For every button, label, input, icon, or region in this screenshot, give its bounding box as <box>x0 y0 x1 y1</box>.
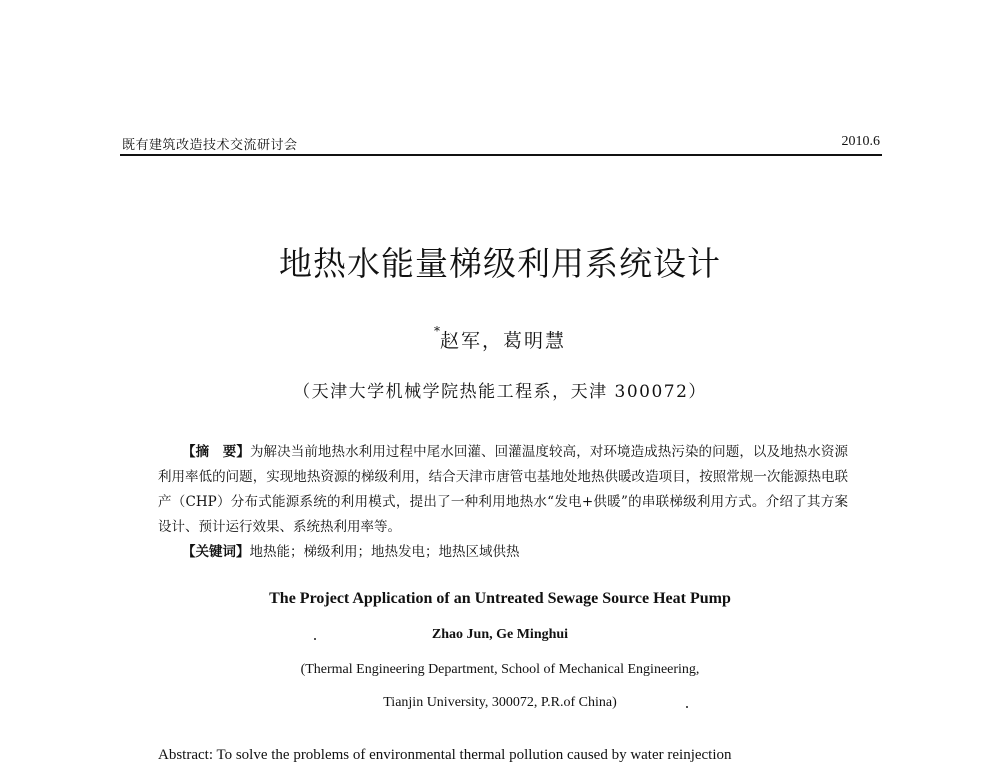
keywords-text: 地热能；梯级利用；地热发电；地热区域供热 <box>249 544 520 560</box>
english-abstract-start: Abstract: To solve the problems of environmental thermal pollution caused by water reinjection <box>158 747 732 763</box>
english-affiliation-line2: Tianjin University, 300072, P.R.of China) <box>383 695 617 710</box>
paper-title: 地热水能量梯级利用系统设计 <box>279 244 721 283</box>
header-rule <box>120 154 882 156</box>
english-affiliation-line1: (Thermal Engineering Department, School of Mechanical Engineering, <box>300 662 700 677</box>
corresponding-author-mark: * <box>433 324 440 338</box>
author-line <box>0 326 1000 353</box>
scan-speck <box>314 638 316 640</box>
author-names: 赵军，葛明慧 <box>439 330 566 352</box>
affiliation: （天津大学机械学院热能工程系，天津 300072） <box>293 382 707 402</box>
running-header-conference: 既有建筑改造技术交流研讨会 <box>122 138 298 153</box>
abstract-label: 【摘 要】 <box>182 444 250 460</box>
abstract-paragraph <box>158 440 848 540</box>
chinese-abstract <box>158 440 848 565</box>
scan-speck <box>686 706 688 708</box>
keywords-label: 【关键词】 <box>182 544 250 560</box>
running-header-date: 2010.6 <box>841 134 880 149</box>
english-title: The Project Application of an Untreated Sewage Source Heat Pump <box>269 590 731 607</box>
keywords-paragraph <box>158 540 848 565</box>
abstract-text: 为解决当前地热水利用过程中尾水回灌、回灌温度较高，对环境造成热污染的问题，以及地热水资源利用率低的问题，实现地热资源的梯级利用，结合天津市唐管屯基地处地热供暖改造项目，按照常规一次能源热电联产（CHP）分布式能源系统的利用模式，提出了一种利用地热水“发电+供暖”的串联梯级利用方式。介绍了其方案设计、预计运行效果、系统热利用率等。 <box>158 444 848 535</box>
english-authors: Zhao Jun, Ge Minghui <box>431 627 569 642</box>
